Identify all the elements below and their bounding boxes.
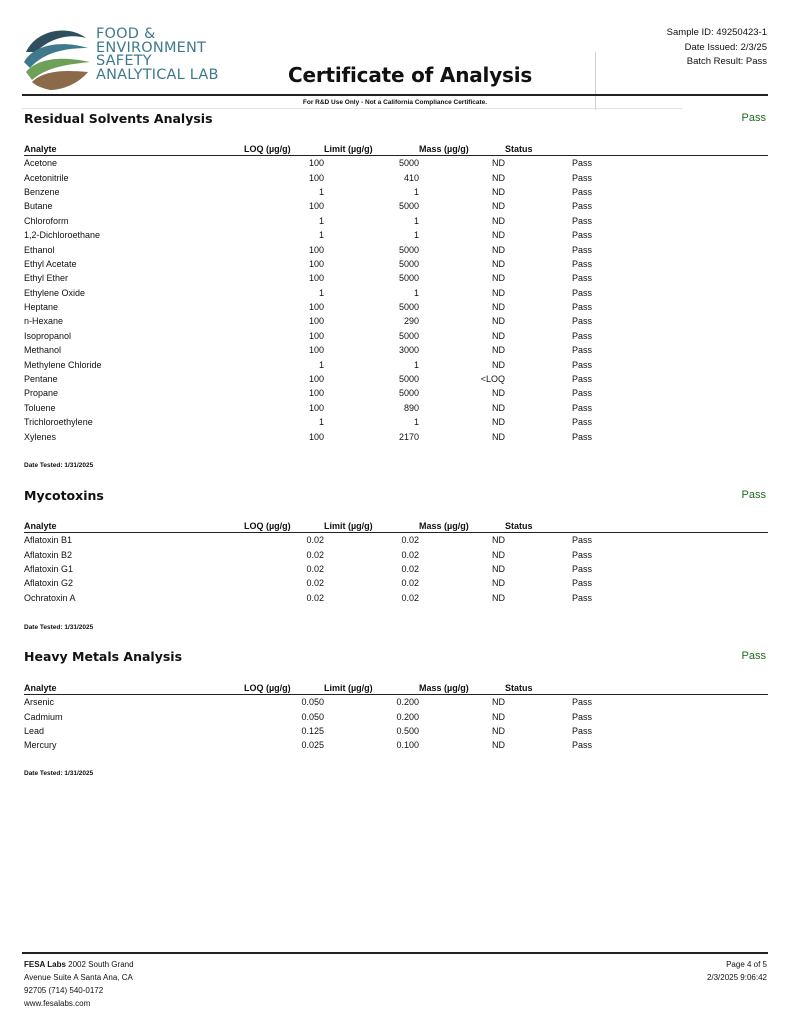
lab-logo-icon bbox=[22, 22, 92, 92]
table-row bbox=[24, 156, 768, 171]
cell-status: Pass bbox=[571, 316, 592, 327]
table-row bbox=[24, 372, 768, 386]
cell-status: Pass bbox=[571, 258, 592, 269]
cell-limit: 5000 bbox=[398, 201, 419, 212]
cell-analyte: Ethyl Acetate bbox=[24, 258, 77, 269]
cell-loq: 100 bbox=[308, 244, 324, 255]
cell-analyte: Ochratoxin A bbox=[24, 592, 76, 603]
cell-limit: 2170 bbox=[398, 431, 419, 442]
cell-analyte: n-Hexane bbox=[24, 316, 64, 327]
results-table bbox=[24, 142, 768, 444]
col-status: Status bbox=[505, 681, 592, 695]
table-header-row bbox=[24, 519, 768, 533]
cell-limit: 1 bbox=[413, 287, 419, 298]
cell-analyte: Acetone bbox=[24, 158, 58, 169]
cell-loq: 100 bbox=[308, 172, 324, 183]
cell-mass: ND bbox=[492, 388, 505, 399]
section-title: Heavy Metals Analysis bbox=[24, 649, 183, 664]
cell-loq: 1 bbox=[318, 215, 324, 226]
cell-analyte: Lead bbox=[24, 725, 45, 736]
cell-analyte: Methanol bbox=[24, 345, 62, 356]
cell-loq: 100 bbox=[308, 201, 324, 212]
table-row bbox=[24, 199, 768, 213]
table-row bbox=[24, 429, 768, 443]
cell-status: Pass bbox=[571, 431, 592, 442]
cell-loq: 0.02 bbox=[306, 535, 324, 546]
table-row bbox=[24, 591, 768, 605]
cell-analyte: Chloroform bbox=[24, 215, 69, 226]
cell-analyte: Toluene bbox=[24, 402, 56, 413]
print-timestamp: 2/3/2025 9:06:42 bbox=[706, 973, 767, 982]
table-row bbox=[24, 343, 768, 357]
cell-mass: ND bbox=[492, 417, 505, 428]
cell-loq: 0.02 bbox=[306, 549, 324, 560]
cell-status: Pass bbox=[571, 230, 592, 241]
cell-analyte: Ethanol bbox=[24, 244, 55, 255]
cell-status: Pass bbox=[571, 535, 592, 546]
cell-loq: 100 bbox=[308, 158, 324, 169]
footer-phone: 92705 (714) 540-0172 bbox=[24, 986, 104, 995]
cell-status: Pass bbox=[571, 740, 592, 751]
col-analyte: Analyte bbox=[24, 519, 244, 533]
page-title: Certificate of Analysis bbox=[288, 63, 533, 87]
cell-analyte: Pentane bbox=[24, 374, 58, 385]
cell-mass: ND bbox=[492, 549, 505, 560]
section-result: Pass bbox=[741, 650, 766, 662]
table-row bbox=[24, 695, 768, 710]
footer-page-info bbox=[707, 958, 767, 984]
table-body bbox=[24, 156, 768, 444]
cell-limit: 0.02 bbox=[401, 535, 419, 546]
cell-loq: 100 bbox=[308, 316, 324, 327]
cell-mass: ND bbox=[492, 359, 505, 370]
col-limit: Limit (µg/g) bbox=[324, 681, 419, 695]
page-header bbox=[0, 0, 791, 112]
cell-loq: 100 bbox=[308, 345, 324, 356]
col-loq: LOQ (µg/g) bbox=[244, 519, 324, 533]
cell-status: Pass bbox=[571, 592, 592, 603]
cell-limit: 0.02 bbox=[401, 592, 419, 603]
cell-mass: ND bbox=[492, 172, 505, 183]
cell-status: Pass bbox=[571, 273, 592, 284]
logo-line: ENVIRONMENT bbox=[96, 39, 207, 56]
cell-limit: 1 bbox=[413, 215, 419, 226]
table-row bbox=[24, 576, 768, 590]
cell-limit: 5000 bbox=[398, 273, 419, 284]
results-table bbox=[24, 681, 768, 753]
cell-loq: 100 bbox=[308, 431, 324, 442]
cell-loq: 0.02 bbox=[306, 578, 324, 589]
header-rule bbox=[22, 94, 768, 96]
cell-status: Pass bbox=[571, 388, 592, 399]
cell-status: Pass bbox=[571, 158, 592, 169]
cell-loq: 0.02 bbox=[306, 592, 324, 603]
col-mass: Mass (µg/g) bbox=[419, 519, 505, 533]
cell-mass: ND bbox=[492, 302, 505, 313]
cell-limit: 1 bbox=[413, 230, 419, 241]
date-tested: Date Tested: 1/31/2025 bbox=[24, 624, 94, 631]
cell-mass: ND bbox=[492, 244, 505, 255]
table-row bbox=[24, 547, 768, 561]
cell-limit: 0.500 bbox=[396, 725, 419, 736]
cell-status: Pass bbox=[571, 563, 592, 574]
cell-loq: 1 bbox=[318, 230, 324, 241]
cell-loq: 0.050 bbox=[301, 697, 324, 708]
cell-limit: 290 bbox=[403, 316, 419, 327]
col-mass: Mass (µg/g) bbox=[419, 142, 505, 156]
cell-mass: ND bbox=[492, 725, 505, 736]
cell-analyte: Ethylene Oxide bbox=[24, 287, 86, 298]
cell-analyte: Mercury bbox=[24, 740, 57, 751]
cell-status: Pass bbox=[571, 359, 592, 370]
cell-status: Pass bbox=[571, 330, 592, 341]
cell-limit: 5000 bbox=[398, 388, 419, 399]
table-row bbox=[24, 533, 768, 548]
date-tested: Date Tested: 1/31/2025 bbox=[24, 770, 94, 777]
cell-mass: ND bbox=[492, 316, 505, 327]
cell-limit: 1 bbox=[413, 417, 419, 428]
cell-status: Pass bbox=[571, 374, 592, 385]
cell-status: Pass bbox=[571, 302, 592, 313]
table-row bbox=[24, 329, 768, 343]
cell-status: Pass bbox=[571, 244, 592, 255]
cell-status: Pass bbox=[571, 345, 592, 356]
col-limit: Limit (µg/g) bbox=[324, 142, 419, 156]
table-row bbox=[24, 562, 768, 576]
cell-loq: 100 bbox=[308, 302, 324, 313]
table-row bbox=[24, 314, 768, 328]
cell-limit: 0.200 bbox=[396, 711, 419, 722]
cell-limit: 5000 bbox=[398, 244, 419, 255]
cell-loq: 100 bbox=[308, 388, 324, 399]
cell-limit: 5000 bbox=[398, 302, 419, 313]
cell-status: Pass bbox=[571, 417, 592, 428]
results-table bbox=[24, 519, 768, 605]
cell-status: Pass bbox=[571, 201, 592, 212]
cell-status: Pass bbox=[571, 711, 592, 722]
table-body bbox=[24, 533, 768, 605]
logo-line: SAFETY bbox=[96, 53, 152, 70]
footer-company: FESA Labs bbox=[24, 960, 66, 969]
table-header-row bbox=[24, 142, 768, 156]
table-row bbox=[24, 724, 768, 738]
cell-analyte: Isopropanol bbox=[24, 330, 72, 341]
notice-rule bbox=[22, 108, 682, 109]
col-analyte: Analyte bbox=[24, 681, 244, 695]
cell-mass: ND bbox=[492, 330, 505, 341]
cell-analyte: Aflatoxin G1 bbox=[24, 563, 74, 574]
cell-mass: ND bbox=[492, 578, 505, 589]
footer-address-line: 2002 South Grand bbox=[65, 960, 134, 969]
footer-rule bbox=[22, 952, 768, 954]
logo-line: FOOD & bbox=[96, 26, 156, 42]
table-row bbox=[24, 242, 768, 256]
cell-status: Pass bbox=[571, 215, 592, 226]
section-title: Residual Solvents Analysis bbox=[24, 111, 213, 126]
footer-website-link[interactable]: www.fesalabs.com bbox=[24, 999, 91, 1008]
sample-meta bbox=[667, 26, 767, 70]
cell-loq: 100 bbox=[308, 273, 324, 284]
cell-loq: 1 bbox=[318, 417, 324, 428]
table-row bbox=[24, 357, 768, 371]
footer-address bbox=[24, 958, 134, 1010]
cell-mass: ND bbox=[492, 402, 505, 413]
sample-id: Sample ID: 49250423-1 bbox=[666, 27, 767, 38]
cell-analyte: Propane bbox=[24, 388, 59, 399]
table-row bbox=[24, 257, 768, 271]
table-row bbox=[24, 386, 768, 400]
cell-loq: 0.025 bbox=[301, 740, 324, 751]
cell-mass: ND bbox=[492, 563, 505, 574]
footer-address-line: Avenue Suite A Santa Ana, CA bbox=[24, 973, 133, 982]
cell-limit: 1 bbox=[413, 186, 419, 197]
cell-status: Pass bbox=[571, 697, 592, 708]
cell-limit: 0.100 bbox=[396, 740, 419, 751]
col-loq: LOQ (µg/g) bbox=[244, 681, 324, 695]
col-analyte: Analyte bbox=[24, 142, 244, 156]
col-loq: LOQ (µg/g) bbox=[244, 142, 324, 156]
cell-analyte: Xylenes bbox=[24, 431, 57, 442]
date-tested: Date Tested: 1/31/2025 bbox=[24, 462, 94, 469]
table-row bbox=[24, 271, 768, 285]
cell-analyte: Acetonitrile bbox=[24, 172, 69, 183]
cell-limit: 5000 bbox=[398, 258, 419, 269]
cell-mass: ND bbox=[492, 535, 505, 546]
table-row bbox=[24, 401, 768, 415]
cell-mass: ND bbox=[492, 215, 505, 226]
cell-mass: ND bbox=[492, 345, 505, 356]
cell-analyte: Methylene Chloride bbox=[24, 359, 102, 370]
cell-mass: ND bbox=[492, 273, 505, 284]
cell-limit: 410 bbox=[403, 172, 419, 183]
cell-analyte: Trichloroethylene bbox=[24, 417, 93, 428]
cell-analyte: Cadmium bbox=[24, 711, 63, 722]
cell-mass: ND bbox=[492, 697, 505, 708]
cell-mass: ND bbox=[492, 431, 505, 442]
cell-status: Pass bbox=[571, 549, 592, 560]
cell-loq: 0.02 bbox=[306, 563, 324, 574]
col-status: Status bbox=[505, 519, 592, 533]
cell-loq: 1 bbox=[318, 287, 324, 298]
col-limit: Limit (µg/g) bbox=[324, 519, 419, 533]
cell-mass: ND bbox=[492, 592, 505, 603]
cell-loq: 0.125 bbox=[301, 725, 324, 736]
cell-loq: 100 bbox=[308, 330, 324, 341]
cell-loq: 100 bbox=[308, 374, 324, 385]
table-header-row bbox=[24, 681, 768, 695]
cell-analyte: Aflatoxin B2 bbox=[24, 549, 73, 560]
cell-status: Pass bbox=[571, 725, 592, 736]
table-row bbox=[24, 214, 768, 228]
section-result: Pass bbox=[741, 489, 766, 501]
cell-analyte: Benzene bbox=[24, 186, 60, 197]
cell-analyte: Arsenic bbox=[24, 697, 55, 708]
cell-status: Pass bbox=[571, 287, 592, 298]
cell-analyte: Ethyl Ether bbox=[24, 273, 69, 284]
cell-analyte: Aflatoxin G2 bbox=[24, 578, 74, 589]
col-status: Status bbox=[505, 142, 592, 156]
cell-limit: 890 bbox=[403, 402, 419, 413]
table-row bbox=[24, 415, 768, 429]
cell-status: Pass bbox=[571, 172, 592, 183]
table-row bbox=[24, 300, 768, 314]
cell-limit: 5000 bbox=[398, 330, 419, 341]
cell-mass: ND bbox=[492, 186, 505, 197]
col-mass: Mass (µg/g) bbox=[419, 681, 505, 695]
table-row bbox=[24, 738, 768, 752]
cell-analyte: Aflatoxin B1 bbox=[24, 535, 73, 546]
cell-limit: 3000 bbox=[398, 345, 419, 356]
table-row bbox=[24, 170, 768, 184]
table-row bbox=[24, 228, 768, 242]
date-issued: Date Issued: 2/3/25 bbox=[684, 41, 767, 53]
cell-limit: 0.02 bbox=[401, 563, 419, 574]
cell-analyte: Heptane bbox=[24, 302, 59, 313]
section-result: Pass bbox=[741, 112, 766, 124]
cell-analyte: Butane bbox=[24, 201, 53, 212]
table-row bbox=[24, 709, 768, 723]
cell-limit: 1 bbox=[413, 359, 419, 370]
logo-line: ANALYTICAL LAB bbox=[96, 66, 219, 83]
batch-result: Batch Result: Pass bbox=[686, 56, 767, 67]
cell-mass: ND bbox=[492, 258, 505, 269]
cell-mass: ND bbox=[492, 158, 505, 169]
cell-status: Pass bbox=[571, 186, 592, 197]
compliance-notice: For R&D Use Only - Not a California Compliance Certificate. bbox=[302, 99, 488, 106]
cell-loq: 0.050 bbox=[301, 711, 324, 722]
cell-limit: 5000 bbox=[398, 158, 419, 169]
cell-limit: 5000 bbox=[398, 374, 419, 385]
page-number: Page 4 of 5 bbox=[726, 960, 767, 969]
cell-mass: ND bbox=[492, 740, 505, 751]
cell-limit: 0.02 bbox=[401, 549, 419, 560]
cell-status: Pass bbox=[571, 402, 592, 413]
cell-mass: ND bbox=[492, 287, 505, 298]
cell-loq: 100 bbox=[308, 258, 324, 269]
cell-loq: 100 bbox=[308, 402, 324, 413]
cell-limit: 0.02 bbox=[401, 578, 419, 589]
cell-mass: <LOQ bbox=[480, 374, 505, 385]
cell-loq: 1 bbox=[318, 359, 324, 370]
table-body bbox=[24, 695, 768, 753]
cell-analyte: 1,2-Dichloroethane bbox=[24, 230, 101, 241]
table-row bbox=[24, 185, 768, 199]
cell-mass: ND bbox=[492, 711, 505, 722]
cell-mass: ND bbox=[492, 201, 505, 212]
cell-status: Pass bbox=[571, 578, 592, 589]
lab-logo-text bbox=[96, 28, 219, 82]
cell-mass: ND bbox=[492, 230, 505, 241]
table-row bbox=[24, 286, 768, 300]
cell-loq: 1 bbox=[318, 186, 324, 197]
section-title: Mycotoxins bbox=[24, 488, 104, 503]
cell-limit: 0.200 bbox=[396, 697, 419, 708]
